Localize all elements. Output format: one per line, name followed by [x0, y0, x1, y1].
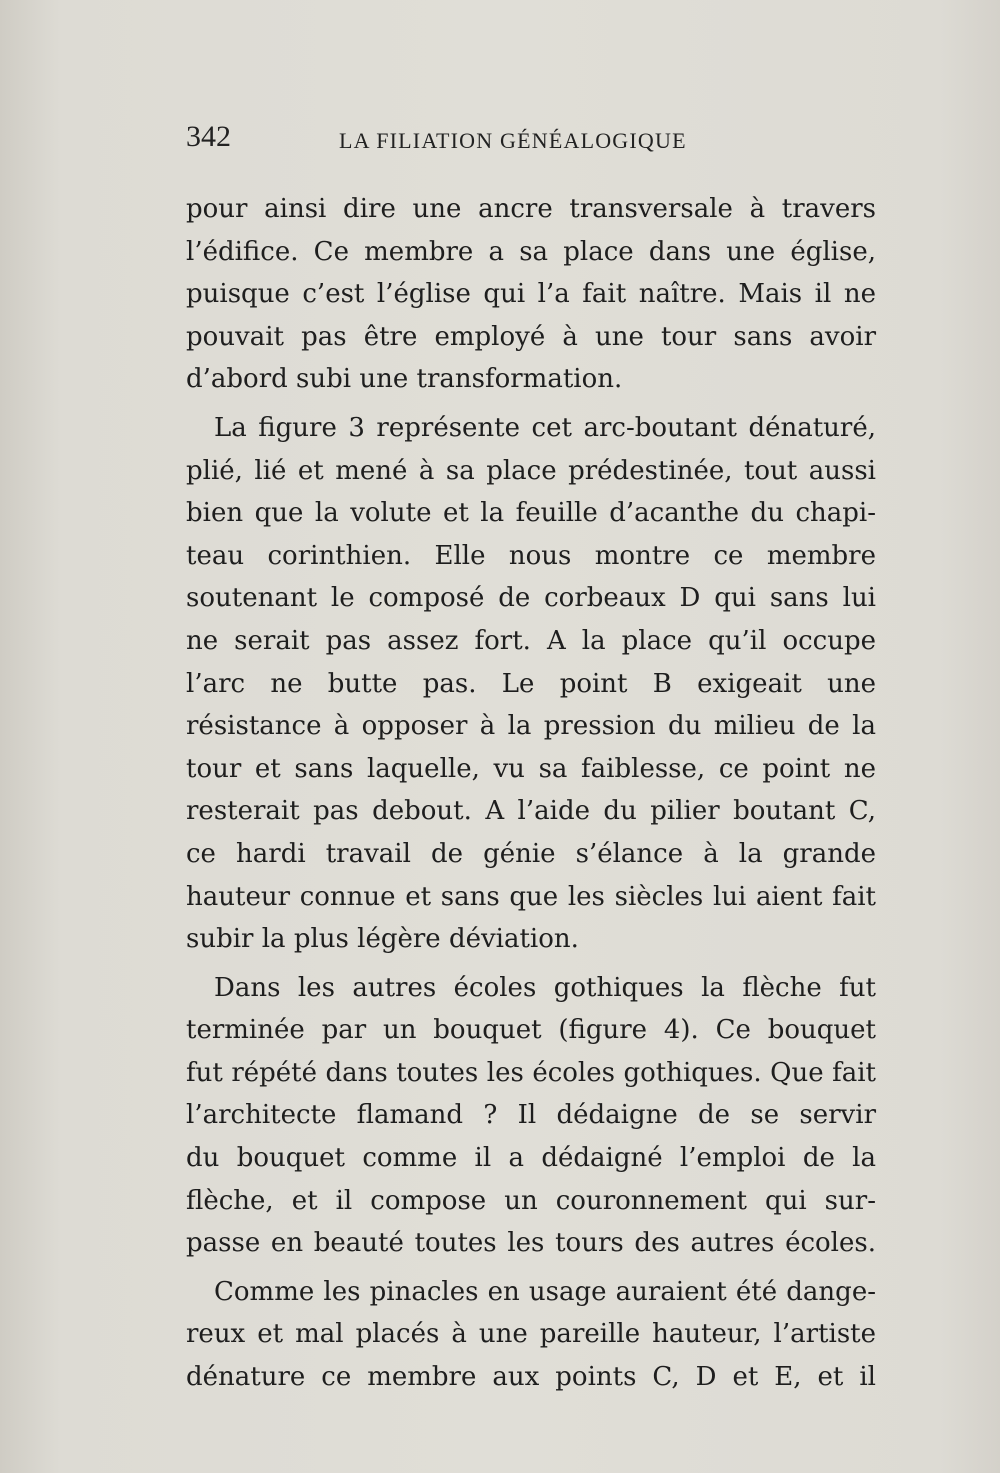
- page-header: [186, 120, 876, 160]
- text-line: résistance à opposer à la pression du milieu de la: [186, 711, 876, 742]
- text-line: teau corinthien. Elle nous montre ce membre: [186, 540, 876, 571]
- text-line: soutenant le composé de corbeaux D qui sans lui: [186, 583, 876, 614]
- text-line: resterait pas debout. A l’aide du pilier boutant C,: [186, 796, 876, 827]
- text-line: l’édifice. Ce membre a sa place dans une église,: [186, 236, 876, 267]
- text-line: l’architecte flamand ? Il dédaigne de se servir: [186, 1100, 876, 1131]
- text-line: passe en beauté toutes les tours des autres écoles.: [186, 1228, 876, 1259]
- text-line: La figure 3 représente cet arc-boutant dénaturé,: [214, 412, 876, 443]
- paragraph: [186, 407, 876, 961]
- text-line: bien que la volute et la feuille d’acanthe du chapi-: [186, 498, 876, 529]
- text-line: pour ainsi dire une ancre transversale à travers: [186, 194, 876, 224]
- paragraph: [186, 1271, 876, 1399]
- text-line: flèche, et il compose un couronnement qui sur-: [186, 1185, 876, 1216]
- text-line: Comme les pinacles en usage auraient été dange-: [214, 1276, 876, 1307]
- text-line: hauteur connue et sans que les siècles lui aient fait: [186, 881, 876, 912]
- text-line: terminée par un bouquet (figure 4). Ce bouquet: [186, 1015, 876, 1046]
- text-line: d’abord subi une transformation.: [186, 364, 623, 395]
- text-line: reux et mal placés à une pareille hauteur, l’artiste: [186, 1319, 876, 1350]
- body-text: [186, 188, 876, 1399]
- text-line: subir la plus légère déviation.: [186, 924, 579, 955]
- text-line: ce hardi travail de génie s’élance à la grande: [186, 838, 876, 869]
- text-line: du bouquet comme il a dédaigné l’emploi de la: [186, 1143, 876, 1174]
- text-line: l’arc ne butte pas. Le point B exigeait une: [186, 668, 876, 699]
- text-line: dénature ce membre aux points C, D et E, et il: [186, 1362, 876, 1393]
- running-title: LA FILIATION GÉNÉALOGIQUE: [339, 128, 687, 153]
- page-number: 342: [186, 120, 231, 153]
- text-line: tour et sans laquelle, vu sa faiblesse, ce point ne: [186, 753, 876, 784]
- text-line: puisque c’est l’église qui l’a fait naître. Mais il ne: [186, 279, 876, 310]
- paragraph: [186, 188, 876, 401]
- text-line: pouvait pas être employé à une tour sans avoir: [186, 321, 876, 352]
- paragraph: [186, 967, 876, 1265]
- text-line: fut répété dans toutes les écoles gothiques. Que fait: [186, 1057, 876, 1088]
- text-line: ne serait pas assez fort. A la place qu’il occupe: [186, 625, 876, 656]
- text-line: plié, lié et mené à sa place prédestinée, tout aussi: [186, 455, 876, 486]
- text-line: Dans les autres écoles gothiques la flèche fut: [214, 972, 876, 1003]
